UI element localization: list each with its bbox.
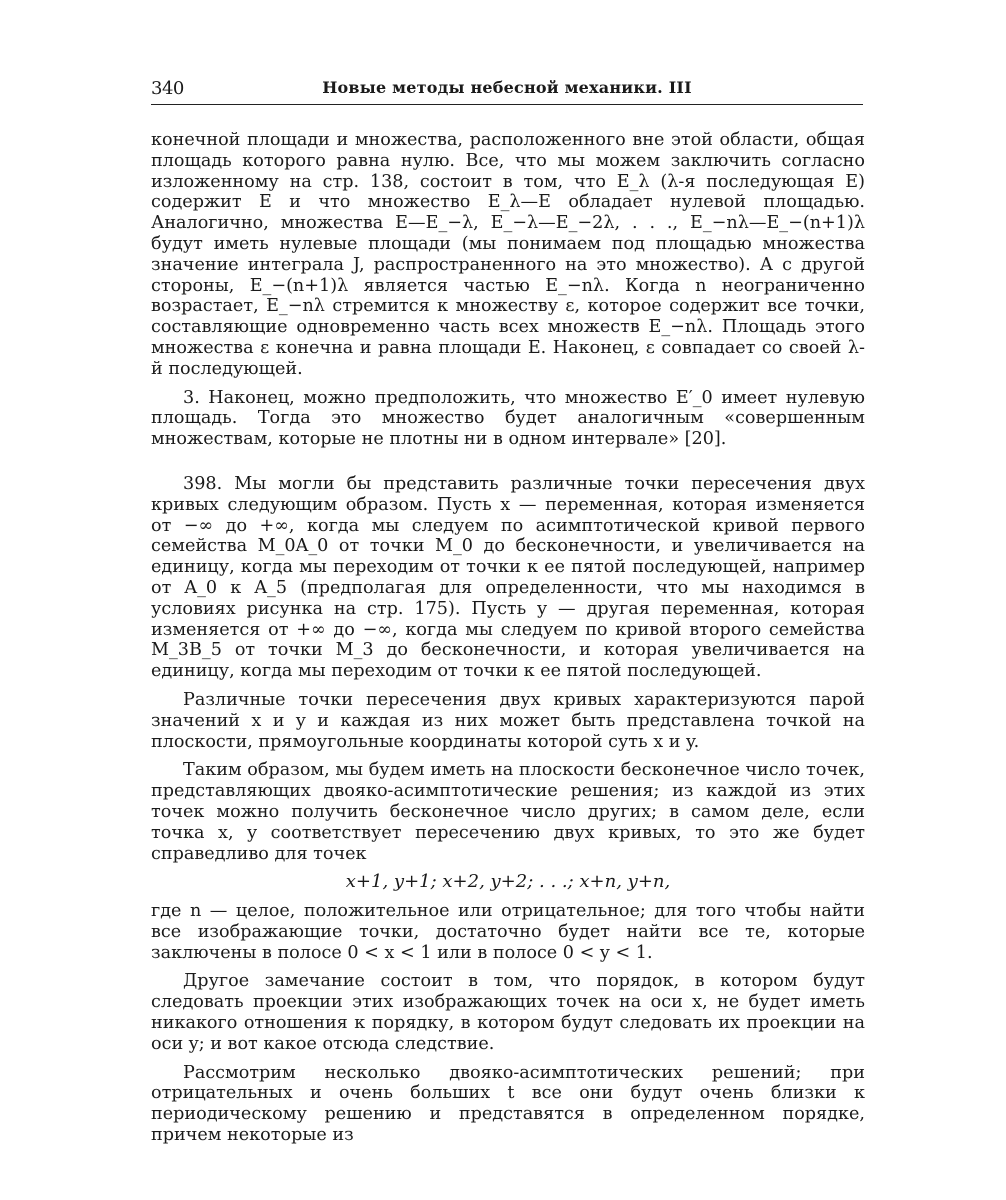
paragraph-1: конечной площади и множества, расположенного вне этой области, общая площадь которого равна нулю. Все, что мы можем заключить согласно изложенному на стр. 138, состоит в том, что E_λ (λ-я последующая E) содержит E и что множество E_λ—E обладает нулевой площадью. Аналогично, множества E—E_−λ, E_−λ—E_−2λ, . . ., E_−nλ—E_−(n+1)λ будут иметь нулевые площади (мы понимаем под площадью множества значение интеграла J, распространенного на это множество). А с другой стороны, E_−(n+1)λ является частью E_−nλ. Когда n неограниченно возрастает, E_−nλ стремится к множеству ε, которое содержит все точки, составляющие одновременно часть всех множеств E_−nλ. Площадь этого множества ε конечна и равна площади E. Наконец, ε совпадает со своей λ-й последующей. — [151, 130, 865, 379]
paragraph-4: Различные точки пересечения двух кривых характеризуются парой значений x и y и каждая из них может быть представлена точкой на плоскости, прямоугольные координаты которой суть x и y. — [151, 689, 865, 752]
paragraph-6: где n — целое, положительное или отрицательное; для того чтобы найти все изображающие точки, достаточно будет найти все те, которые заключены в полосе 0 < x < 1 или в полосе 0 < y < 1. — [151, 901, 865, 963]
running-title: Новые методы небесной механики. III — [322, 78, 692, 97]
paragraph-7: Другое замечание состоит в том, что порядок, в котором будут следовать проекции этих изображающих точек на оси x, не будет иметь никакого отношения к порядку, в котором будут следовать их проекции на оси y; и вот какое отсюда следствие. — [151, 971, 865, 1054]
paragraph-398: 398. Мы могли бы представить различные точки пересечения двух кривых следующим образом. Пусть x — переменная, которая изменяется от −∞ до +∞, когда мы следуем по асимптотической кривой первого семейства M_0A_0 от точки M_0 до бесконечности, и увеличивается на единицу, когда мы переходим от точки к ее пятой последующей, например от A_0 к A_5 (предполагая для определенности, что мы находимся в условиях рисунка на стр. 175). Пусть y — другая переменная, которая изменяется от +∞ до −∞, когда мы следуем по кривой второго семейства M_3B_5 от точки M_3 до бесконечности, и которая увеличивается на единицу, когда мы переходим от точки к ее пятой последующей. — [151, 473, 865, 682]
page-number: 340 — [151, 78, 184, 99]
paragraph-2: 3. Наконец, можно предположить, что множество E′_0 имеет нулевую площадь. Тогда это множество будет аналогичным «совершенным множествам, которые не плотны ни в одном интервале» [20]. — [151, 387, 865, 450]
display-formula: x+1, y+1; x+2, y+2; . . .; x+n, y+n, — [345, 871, 671, 893]
body-text — [151, 130, 865, 1146]
running-header — [151, 78, 863, 105]
paragraph-8: Рассмотрим несколько двояко-асимптотических решений; при отрицательных и очень больших t все они будут очень близки к периодическому решению и представятся в определенном порядке, причем некоторые из — [151, 1062, 865, 1146]
paragraph-5: Таким образом, мы будем иметь на плоскости бесконечное число точек, представляющих двояко-асимптотические решения; из каждой из этих точек можно получить бесконечное число других; в самом деле, если точка x, y соответствует пересечению двух кривых, то это же будет справедливо для точек — [151, 760, 865, 864]
